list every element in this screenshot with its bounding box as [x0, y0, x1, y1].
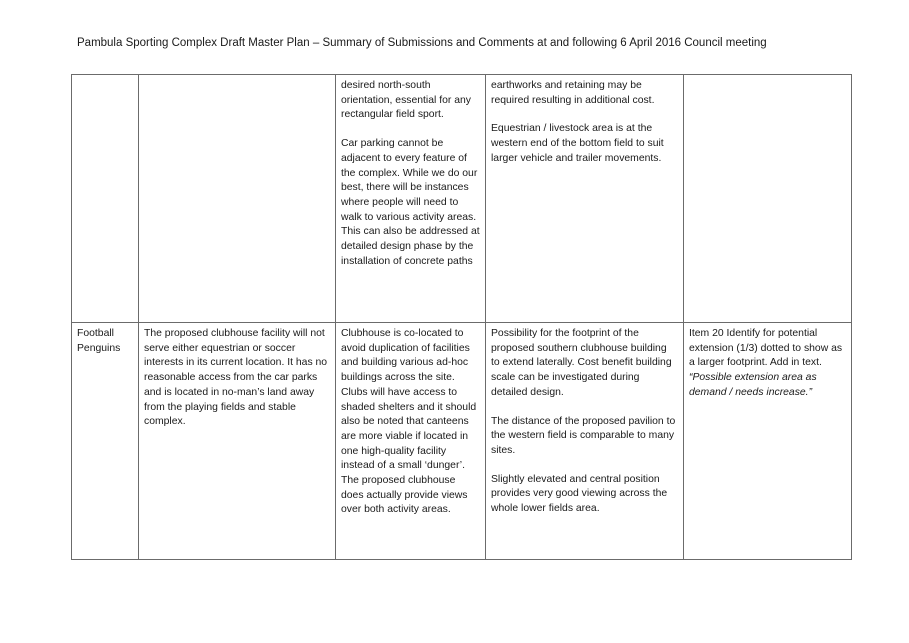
submission-cell — [139, 75, 336, 323]
submissions-table — [71, 74, 852, 560]
table-row — [72, 75, 852, 323]
response-paragraph: Car parking cannot be adjacent to every feature of the complex. While we do our best, there will be instances where people will need to walk to various activity areas. This can also be addressed at detailed design phase by the installation of concrete paths — [341, 138, 480, 267]
response-paragraph: Clubhouse is co-located to avoid duplication of facilities and building various ad-hoc buildings across the site. Clubs will have access to shaded shelters and it should also be noted that canteens are more viable if located in one high-quality facility instead of a small ‘dunger’. The proposed clubhouse does actually provide views over both activity areas. — [341, 328, 477, 516]
comment-paragraph: Slightly elevated and central position provides very good viewing across the whole lower fields area. — [491, 473, 668, 515]
response-cell — [336, 323, 486, 560]
action-quote: “Possible extension area as demand / needs increase.” — [689, 372, 817, 398]
submitter-cell: Football Penguins — [72, 323, 139, 560]
action-cell — [684, 75, 852, 323]
response-paragraph: desired north-south orientation, essential for any rectangular field sport. — [341, 80, 471, 121]
submitter-cell — [72, 75, 139, 323]
page-header: Pambula Sporting Complex Draft Master Plan – Summary of Submissions and Comments at and following 6 April 2016 Council meeting — [77, 37, 767, 49]
action-text: Item 20 Identify for potential extension (1/3) dotted to show as a larger footprint. Add in text. — [689, 328, 843, 369]
table-row — [72, 323, 852, 560]
comment-paragraph: The distance of the proposed pavilion to the western field is comparable to many sites. — [491, 415, 676, 456]
comments-cell — [486, 323, 684, 560]
comment-paragraph: earthworks and retaining may be required resulting in additional cost. — [491, 80, 655, 106]
response-cell — [336, 75, 486, 323]
comment-paragraph: Possibility for the footprint of the proposed southern clubhouse building to extend laterally. Cost benefit building scale can be investigated during detailed design. — [491, 328, 672, 398]
action-cell — [684, 323, 852, 560]
comments-cell — [486, 75, 684, 323]
comment-paragraph: Equestrian / livestock area is at the western end of the bottom field to suit larger vehicle and trailer movements. — [491, 123, 664, 164]
submission-cell: The proposed clubhouse facility will not serve either equestrian or soccer interests in its current location. It has no reasonable access from the car parks and is located in no-man’s land away from the playing fields and stable complex. — [139, 323, 336, 560]
